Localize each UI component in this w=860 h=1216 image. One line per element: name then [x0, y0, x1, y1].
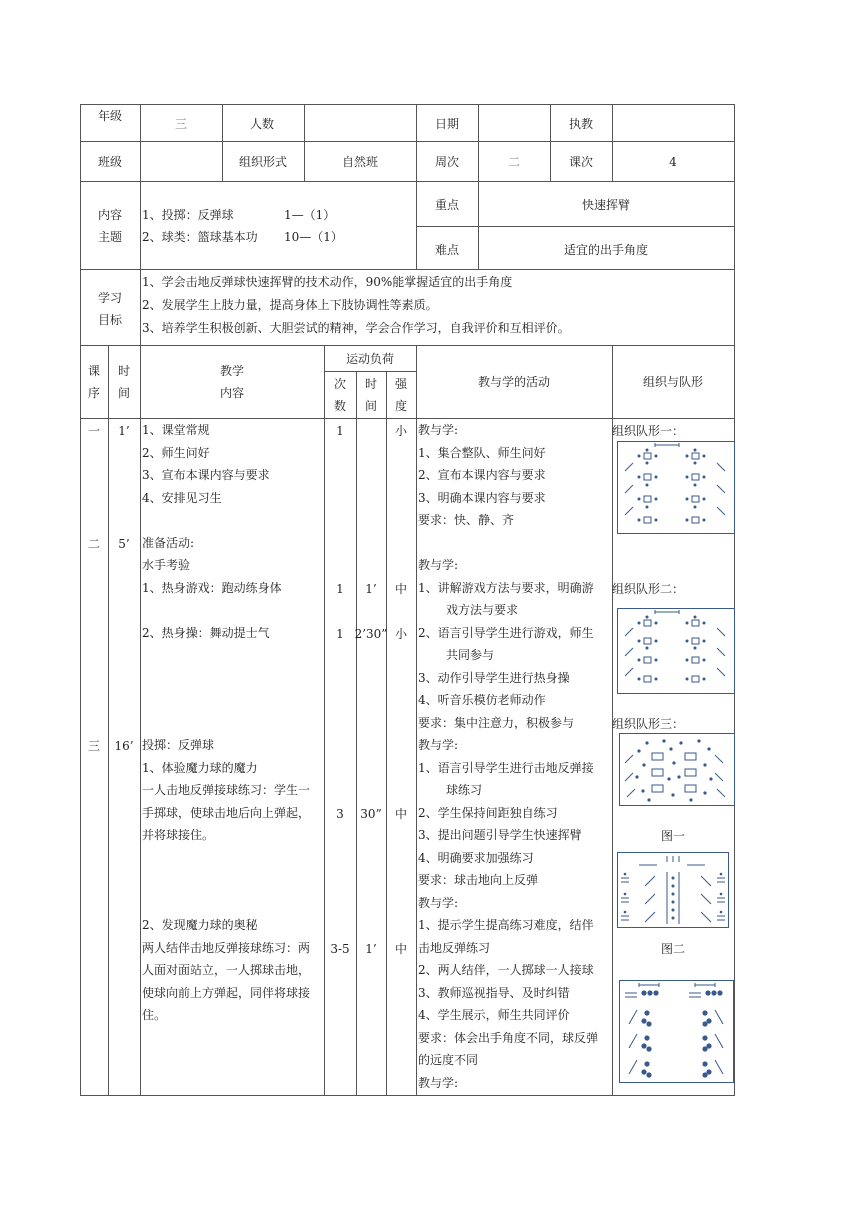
- formation-1-diagram: [617, 441, 735, 535]
- head-load: 运动负荷: [345, 352, 394, 366]
- org-form-label: 组织形式: [238, 155, 287, 169]
- content-line: 手掷球，使球击地后向上弹起，: [142, 805, 311, 820]
- load-time: 30”: [360, 807, 382, 821]
- content-code-1: 1—（1）: [284, 208, 336, 222]
- section-2-seq: 二: [87, 537, 100, 551]
- content-line: 使球向前上方弹起，同伴将球接: [142, 985, 311, 1000]
- content-line: 4、安排见习生: [142, 490, 222, 505]
- content-line: 3、宣布本课内容与要求: [142, 468, 270, 482]
- activity-line: 共同参与: [446, 648, 495, 662]
- head-org: 组织与队形: [642, 375, 703, 389]
- formation-2-label: 组织队形二：: [612, 582, 685, 596]
- content-line: 两人结伴击地反弹接球练习：两: [142, 940, 311, 955]
- activity-line: 3、教师巡视指导、及时纠错: [418, 985, 570, 1000]
- head-load-time-1: 时: [364, 377, 377, 391]
- activity-line: 球练习: [446, 783, 483, 797]
- head-content-2: 内容: [219, 386, 244, 400]
- load-count: 1: [336, 582, 344, 596]
- class-label: 班级: [97, 155, 122, 169]
- content-line: [142, 892, 310, 915]
- difficulty-label: 难点: [435, 243, 460, 257]
- figure-1-label: 图一: [660, 829, 685, 843]
- content-line: [142, 847, 310, 870]
- load-intensity: 中: [394, 942, 407, 956]
- goals-label-1: 学习: [97, 291, 122, 305]
- key-point-value: 快速挥臂: [581, 198, 630, 212]
- content-line: 准备活动:: [142, 535, 195, 550]
- figure-1-diagram: [617, 852, 730, 929]
- activity-line: 教与学:: [418, 1075, 459, 1090]
- activity-line: 2、两人结伴，一人掷球一人接球: [418, 963, 594, 977]
- grade-label: 年级: [97, 109, 122, 123]
- load-intensity: 中: [394, 807, 407, 821]
- section-1-time: 1’: [118, 424, 130, 438]
- activity-line: 4、学生展示，师生共同评价: [418, 1008, 570, 1022]
- content-line: 人面对面站立，一人掷球击地，: [142, 963, 311, 977]
- content-column: [142, 419, 310, 1027]
- date-label: 日期: [435, 117, 460, 131]
- formation-2-diagram: [617, 608, 735, 695]
- activity-line: 要求：集中注意力，积极参与: [418, 715, 575, 730]
- content-line: [142, 689, 310, 712]
- content-line: 1、体验魔力球的魔力: [142, 760, 258, 775]
- content-line: 投掷：反弹球: [142, 738, 215, 752]
- content-label-2: 主题: [97, 230, 122, 244]
- activity-line: 3、明确本课内容与要求: [418, 490, 546, 505]
- content-line: [142, 712, 310, 735]
- activity-line: 3、提出问题引导学生快速挥臂: [418, 828, 582, 842]
- head-content-1: 教学: [219, 364, 244, 378]
- content-line: [142, 509, 310, 532]
- section-1-seq: 一: [87, 424, 100, 438]
- content-line: 一人击地反弹接球练习：学生一: [142, 783, 311, 797]
- activity-line: 教与学:: [418, 558, 459, 572]
- load-intensity: 小: [394, 627, 407, 641]
- head-load-count-1: 次: [333, 377, 346, 391]
- lesson-label: 课次: [569, 155, 594, 169]
- week-value: 二: [507, 155, 520, 169]
- activity-line: 戏方法与要求: [446, 603, 519, 617]
- activity-line: 要求：体会出手角度不同，球反弹: [418, 1030, 599, 1045]
- load-count: 1: [336, 424, 344, 438]
- load-time: 2’30”: [354, 627, 388, 641]
- activity-column: [418, 419, 598, 1094]
- load-count: 1: [336, 627, 344, 641]
- load-intensity: 小: [394, 424, 407, 438]
- activity-line: 击地反弹练习: [418, 940, 491, 955]
- activity-line: 1、提示学生提高练习难度，结伴: [418, 918, 594, 932]
- content-line: 1、热身游戏：跑动练身体: [142, 580, 282, 595]
- content-line: [142, 869, 310, 892]
- activity-line: 4、明确要求加强练习: [418, 850, 534, 865]
- formation-3-label: 组织队形三：: [612, 717, 685, 731]
- activity-line: 4、听音乐模仿老师动作: [418, 693, 546, 707]
- load-count: 3-5: [330, 942, 350, 956]
- section-3-time: 16’: [114, 739, 134, 753]
- head-load-count-2: 数: [333, 399, 346, 413]
- difficulty-value: 适宜的出手角度: [563, 243, 648, 257]
- goal-item-3: 3、培养学生积极创新、大胆尝试的精神，学会合作学习，自我评价和互相评价。: [142, 321, 570, 335]
- head-time-2: 间: [117, 386, 130, 400]
- content-line: [142, 644, 310, 667]
- content-code-2: 10—（1）: [284, 230, 343, 244]
- head-load-intensity-1: 强: [394, 377, 407, 391]
- head-seq-1: 课: [87, 364, 100, 378]
- head-seq-2: 序: [87, 386, 100, 400]
- activity-line: 教与学:: [418, 423, 459, 437]
- activity-line: 2、语言引导学生进行游戏，师生: [418, 625, 594, 640]
- activity-line: 1、讲解游戏方法与要求，明确游: [418, 580, 594, 595]
- org-form-value: 自然班: [341, 155, 378, 169]
- activity-line: 2、学生保持间距独自练习: [418, 805, 558, 820]
- section-2-time: 5’: [118, 537, 130, 551]
- formation-3-diagram: [619, 733, 736, 807]
- content-line: 水手考验: [142, 558, 191, 572]
- activity-line: 的远度不同: [418, 1053, 479, 1067]
- formation-1-label: 组织队形一：: [612, 424, 685, 438]
- content-line: 住。: [142, 1008, 167, 1022]
- activity-line: 2、宣布本课内容与要求: [418, 468, 546, 482]
- head-load-time-2: 间: [364, 399, 377, 413]
- content-line: 2、发现魔力球的奥秘: [142, 918, 258, 932]
- head-load-intensity-2: 度: [394, 399, 407, 413]
- head-activity: 教与学的活动: [477, 375, 550, 389]
- goal-item-1: 1、学会击地反弹球快速挥臂的技术动作，90%能掌握适宜的出手角度: [142, 275, 513, 289]
- head-time-1: 时: [117, 364, 130, 378]
- load-time: 1’: [365, 942, 377, 956]
- count-label: 人数: [250, 117, 275, 131]
- goals-label-2: 目标: [97, 313, 122, 327]
- week-label: 周次: [435, 155, 460, 169]
- content-item-2: 2、球类：篮球基本功: [142, 230, 258, 244]
- load-intensity: 中: [394, 582, 407, 596]
- activity-line: 3、动作引导学生进行热身操: [418, 670, 570, 685]
- key-point-label: 重点: [435, 198, 460, 212]
- content-label-1: 内容: [97, 208, 122, 222]
- activity-line: 要求：球击地向上反弹: [418, 873, 539, 887]
- lesson-value: 4: [669, 155, 677, 169]
- content-line: 2、师生问好: [142, 445, 210, 460]
- grade-value: 三: [174, 117, 187, 131]
- activity-line: 1、语言引导学生进行击地反弹接: [418, 760, 594, 775]
- figure-2-diagram: [619, 980, 735, 1084]
- activity-line: 要求：快、静、齐: [418, 513, 515, 527]
- content-line: 1、课堂常规: [142, 423, 210, 437]
- activity-line: 教与学:: [418, 895, 459, 910]
- load-count: 3: [336, 807, 344, 821]
- activity-line: 教与学:: [418, 738, 459, 752]
- activity-line: 1、集合整队、师生问好: [418, 445, 546, 460]
- teacher-label: 执教: [569, 117, 594, 131]
- content-line: 2、热身操：舞动提士气: [142, 625, 270, 640]
- section-3-seq: 三: [87, 739, 100, 753]
- content-item-1: 1、投掷：反弹球: [142, 208, 234, 222]
- activity-line: [418, 532, 598, 555]
- load-time: 1’: [365, 582, 377, 596]
- content-line: [142, 599, 310, 622]
- content-line: 并将球接住。: [142, 828, 215, 842]
- figure-2-label: 图二: [660, 942, 685, 956]
- goal-item-2: 2、发展学生上肢力量，提高身体上下肢协调性等素质。: [142, 298, 438, 312]
- content-line: [142, 667, 310, 690]
